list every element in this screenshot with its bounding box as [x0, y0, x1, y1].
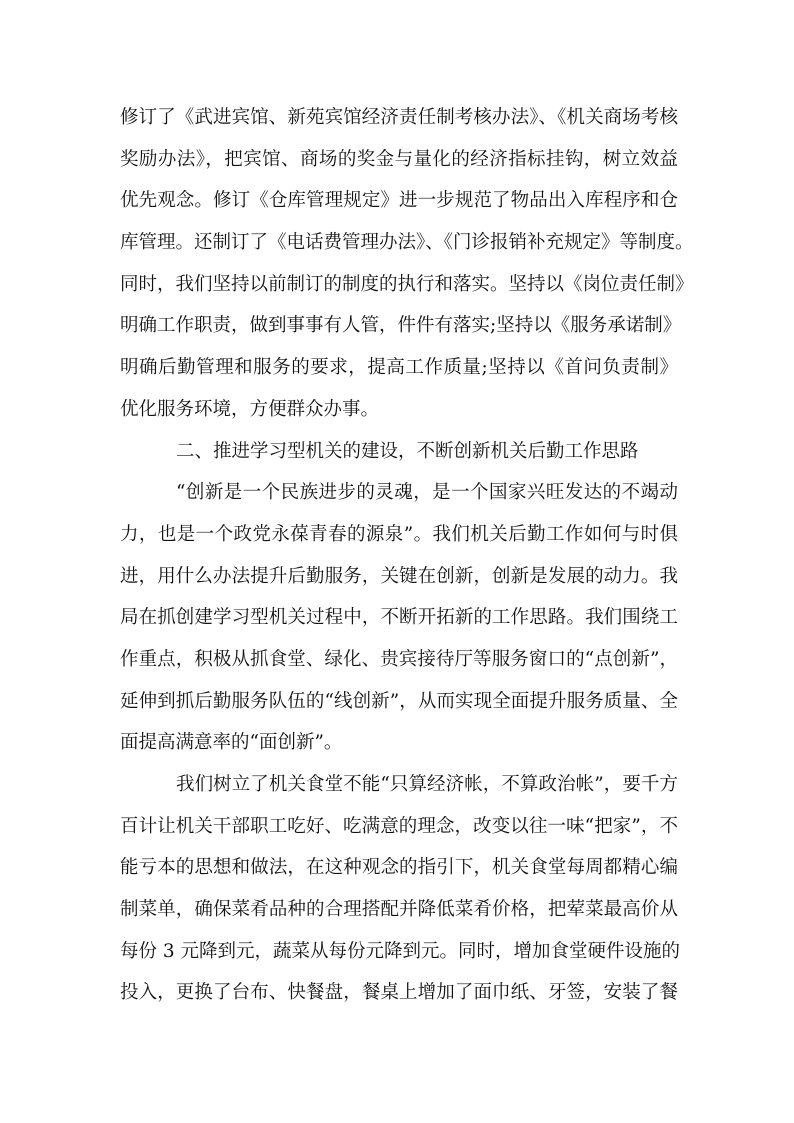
text-line: “创新是一个民族进步的灵魂，是一个国家兴旺发达的不竭动: [176, 482, 678, 504]
text-line: 面提高满意率的“面创新”。: [120, 732, 343, 754]
text-line: 局在抓创建学习型机关过程中，不断开拓新的工作思路。我们围绕工: [120, 607, 678, 629]
text-line: 明确工作职责，做到事事有人管，件件有落实;坚持以《服务承诺制》: [120, 315, 682, 337]
text-line: 库管理。还制订了《电话费管理办法》、《门诊报销补充规定》等制度。: [120, 232, 694, 254]
document-body: [120, 97, 694, 1014]
paragraph-1: [120, 97, 694, 431]
paragraph-2: [120, 472, 678, 764]
paragraph-3: [120, 764, 681, 1014]
text-line: 延伸到抓后勤服务队伍的“线创新”，从而实现全面提升服务质量、全: [120, 690, 678, 712]
text-line: 进，用什么办法提升后勤服务，关键在创新，创新是发展的动力。我: [120, 565, 678, 587]
text-line: 修订了《武进宾馆、新苑宾馆经济责任制考核办法》、《机关商场考核: [120, 107, 678, 128]
text-line: 优化服务环境，方便群众办事。: [120, 398, 380, 420]
text-line: 百计让机关干部职工吃好、吃满意的理念，改变以往一味“把家”，不: [120, 815, 678, 837]
text-line: 优先观念。修订《仓库管理规定》进一步规范了物品出入库程序和仓: [120, 190, 678, 212]
text-line: 力，也是一个政党永葆青春的源泉”。我们机关后勤工作如何与时俱: [120, 523, 678, 545]
text-line: 每份 3 元降到元，蔬菜从每份元降到元。同时，增加食堂硬件设施的: [120, 940, 681, 962]
text-line: 奖励办法》，把宾馆、商场的奖金与量化的经济指标挂钩，树立效益: [120, 148, 678, 170]
text-line: 我们树立了机关食堂不能“只算经济帐，不算政治帐”，要千方: [176, 774, 678, 795]
text-line: 制菜单，确保菜肴品种的合理搭配并降低菜肴价格，把荤菜最高价从: [120, 899, 678, 921]
text-line: 作重点，积极从抓食堂、绿化、贵宾接待厅等服务窗口的“点创新”，: [120, 648, 678, 670]
section-heading: 二、推进学习型机关的建设，不断创新机关后勤工作思路: [176, 440, 639, 462]
text-line: 投入，更换了台布、快餐盘，餐桌上增加了面巾纸、牙签，安装了餐: [120, 982, 678, 1004]
text-line: 明确后勤管理和服务的要求，提高工作质量;坚持以《首问负责制》: [120, 357, 678, 379]
text-line: 能亏本的思想和做法，在这种观念的指引下，机关食堂每周都精心编: [120, 857, 678, 879]
text-line: 同时，我们坚持以前制订的制度的执行和落实。坚持以《岗位责任制》: [120, 273, 694, 295]
